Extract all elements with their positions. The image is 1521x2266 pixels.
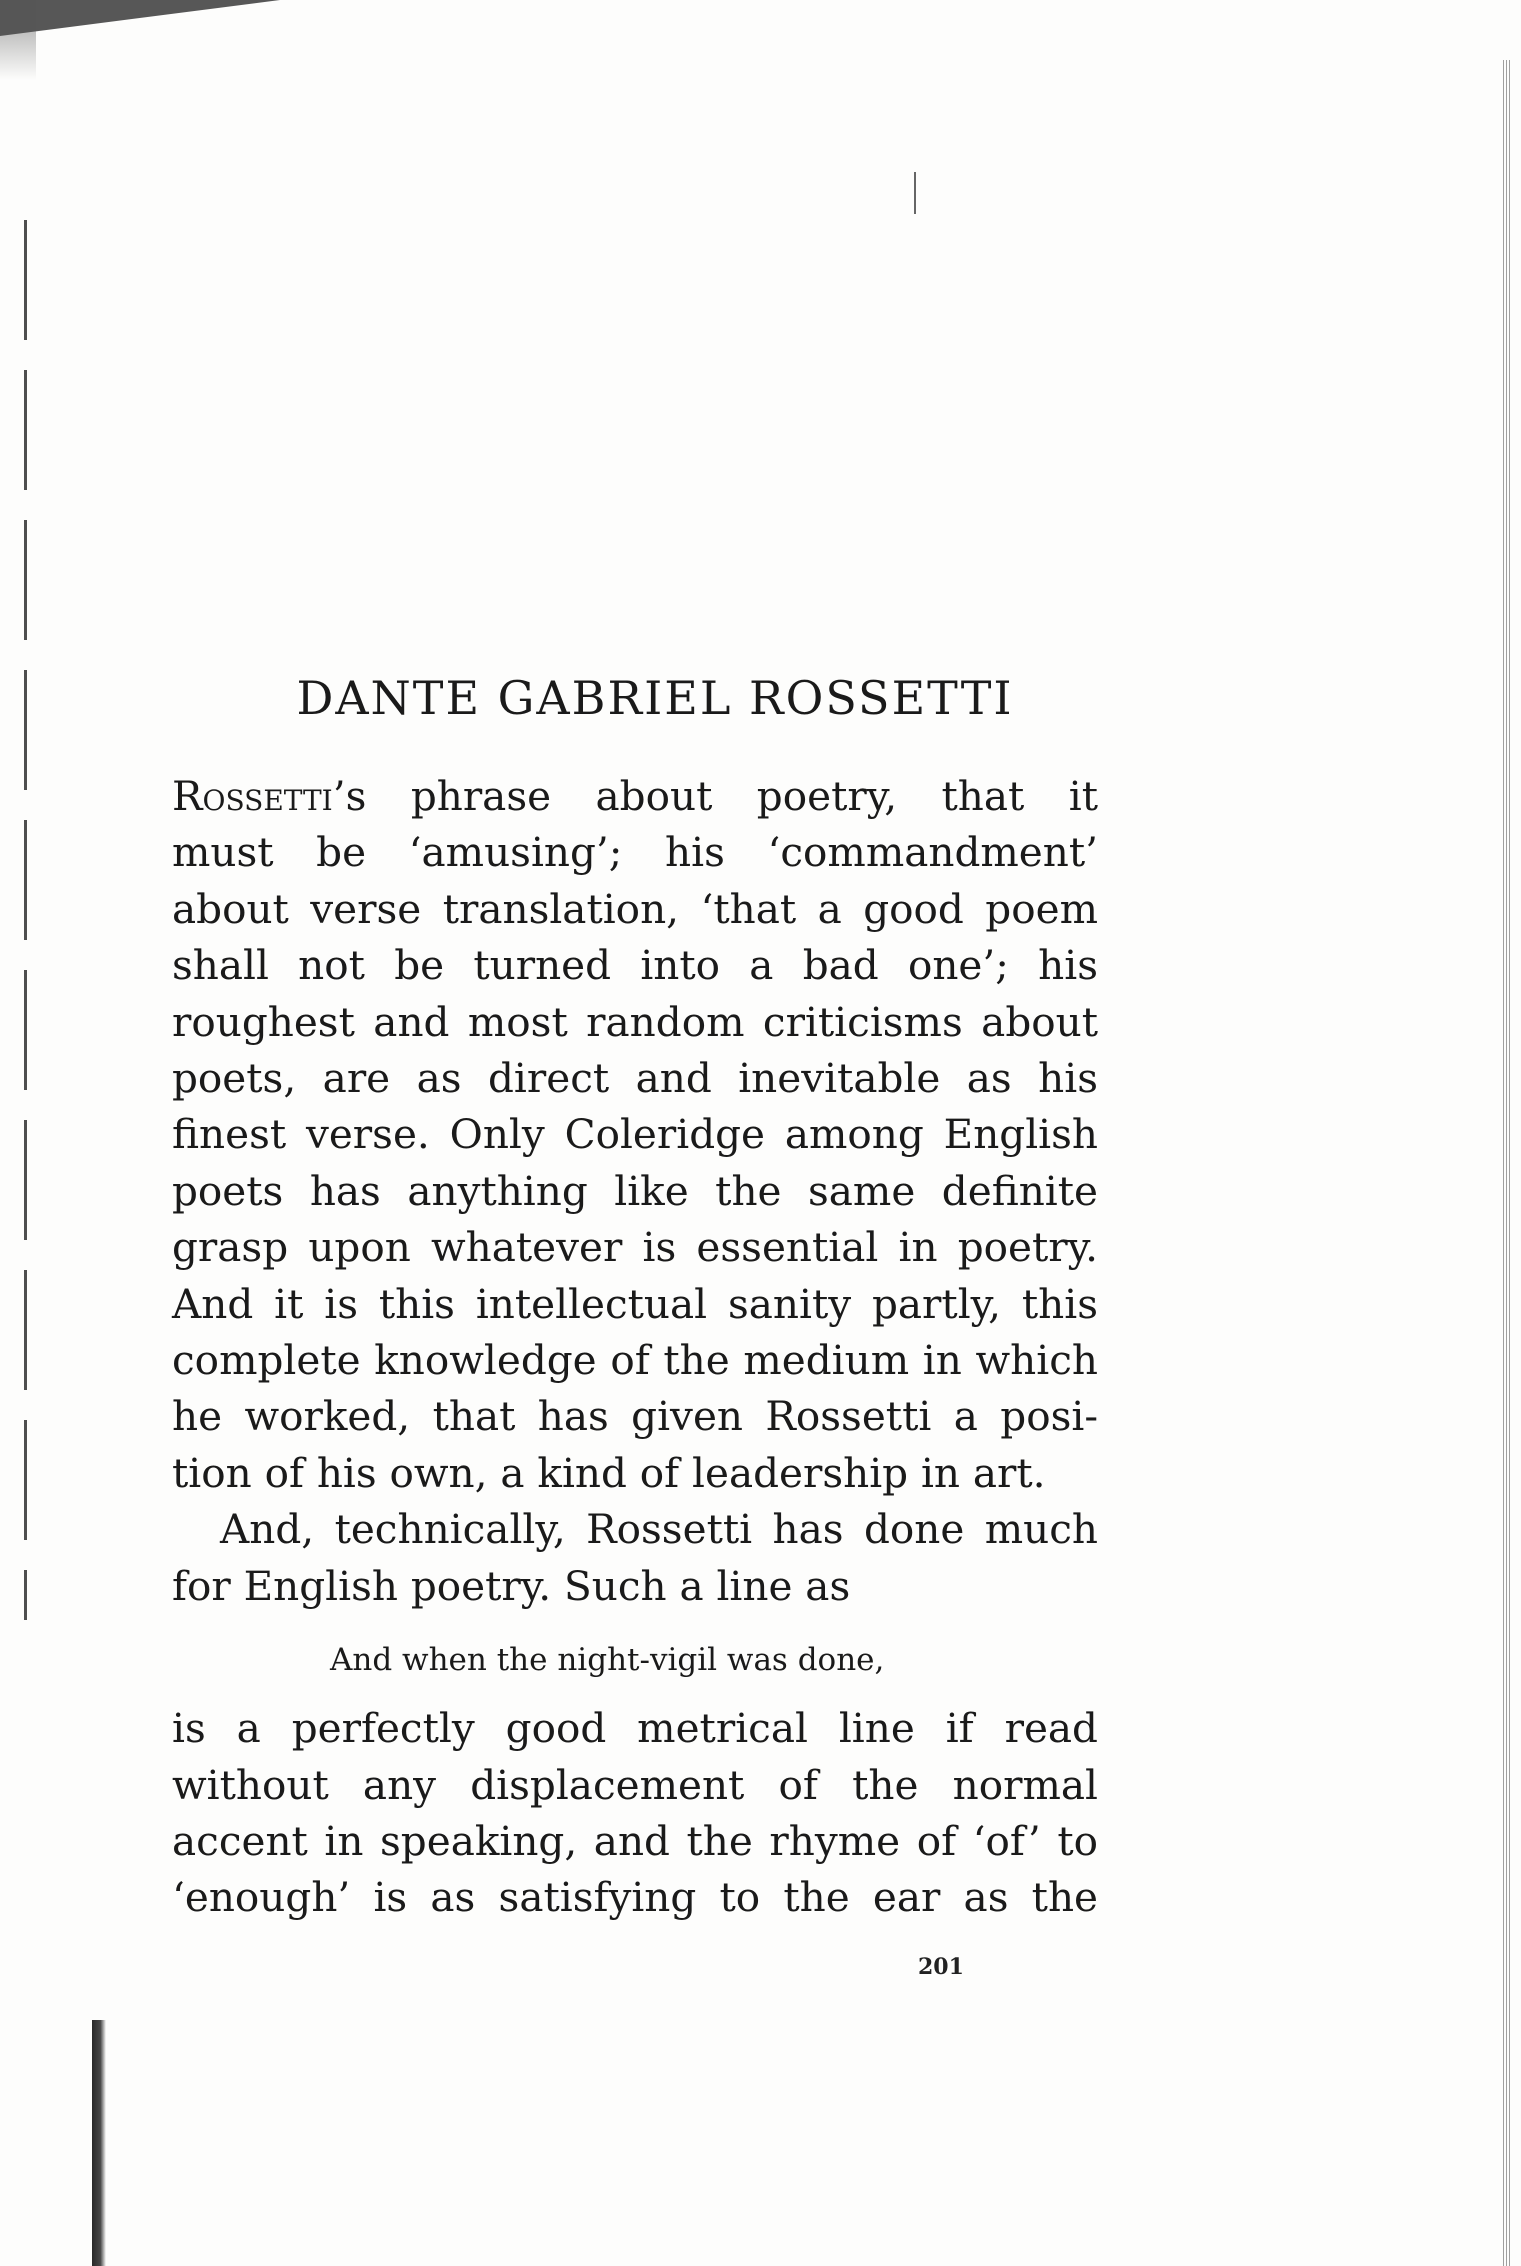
paragraph-line: for English poetry. Such a line as bbox=[172, 1561, 851, 1610]
scan-shadow-corner bbox=[0, 0, 280, 36]
paragraph-line: finest verse. Only Coleridge among English bbox=[172, 1110, 1098, 1159]
paragraph-1 bbox=[172, 768, 1098, 1501]
paragraph-3 bbox=[172, 1700, 1098, 1926]
chapter-heading: DANTE GABRIEL ROSSETTI bbox=[296, 671, 1014, 725]
paragraph-line: without any displacement of the normal bbox=[172, 1760, 1098, 1809]
paragraph-line: is a perfectly good metrical line if read bbox=[172, 1704, 1098, 1753]
paragraph-line: must be ‘amusing’; his ‘commandment’ bbox=[172, 828, 1098, 877]
binding-edge-right bbox=[1503, 60, 1511, 2266]
paragraph-line: shall not be turned into a bad one’; his bbox=[172, 941, 1098, 990]
lead-rest: ’s phrase about poetry, that it bbox=[332, 772, 1098, 820]
paragraph-line: And, technically, Rossetti has done much bbox=[220, 1505, 1098, 1554]
scan-shadow-edge bbox=[0, 0, 36, 80]
paragraph-line: poets has anything like the same definite bbox=[172, 1166, 1098, 1215]
page-text bbox=[172, 668, 1098, 1926]
lead-word: Rossetti bbox=[172, 772, 333, 820]
page-number: 201 bbox=[918, 1954, 964, 1980]
binding-edge-left bbox=[24, 220, 27, 1620]
paragraph-line: grasp upon whatever is essential in poetry. bbox=[172, 1223, 1098, 1272]
paragraph-line: roughest and most random criticisms about bbox=[172, 997, 1098, 1046]
paragraph-line: poets, are as direct and inevitable as his bbox=[172, 1054, 1098, 1103]
paragraph-line: tion of his own, a kind of leadership in art. bbox=[172, 1448, 1046, 1497]
paragraph-line: And it is this intellectual sanity partly, this bbox=[172, 1279, 1098, 1328]
paragraph-line: ‘enough’ is as satisfying to the ear as the bbox=[172, 1873, 1098, 1922]
paragraph-line: accent in speaking, and the rhyme of ‘of’ to bbox=[172, 1816, 1098, 1865]
paragraph-line bbox=[172, 768, 1098, 824]
paragraph-line: about verse translation, ‘that a good poem bbox=[172, 884, 1098, 933]
scan-mark bbox=[914, 172, 916, 214]
paragraph-2 bbox=[172, 1501, 1098, 1614]
paragraph-line: he worked, that has given Rossetti a posi- bbox=[172, 1392, 1098, 1441]
verse-quotation: And when the night-vigil was done, bbox=[330, 1642, 885, 1679]
paragraph-line: complete knowledge of the medium in which bbox=[172, 1336, 1098, 1385]
binding-edge-left-bottom bbox=[92, 2020, 106, 2266]
